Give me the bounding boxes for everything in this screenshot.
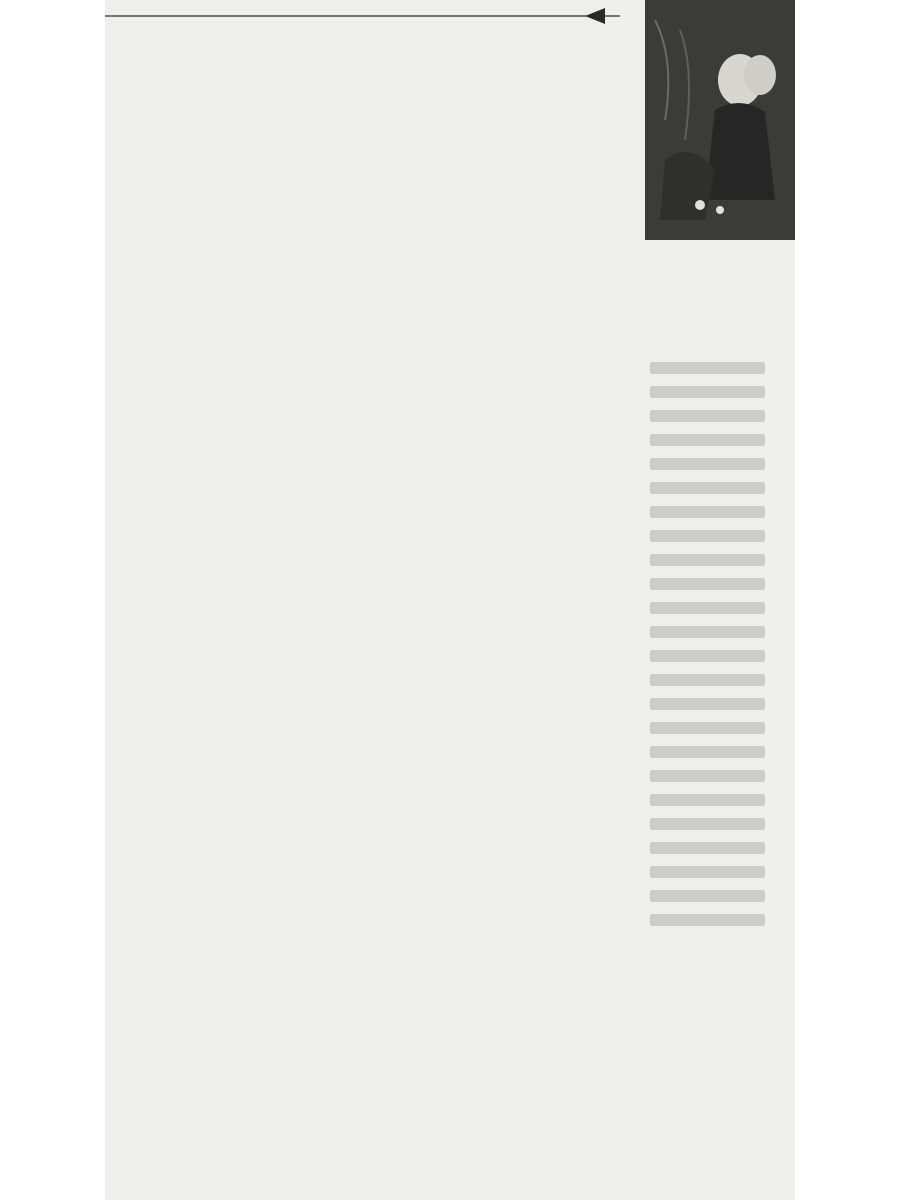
miniature-illustration [645,0,795,245]
top-ornament-border [105,0,620,32]
poem [158,333,758,341]
bottom-ornament-border [105,1120,795,1200]
right-ornament-border [765,270,795,1120]
show-through-text [650,350,765,1070]
book-page [105,0,795,1200]
